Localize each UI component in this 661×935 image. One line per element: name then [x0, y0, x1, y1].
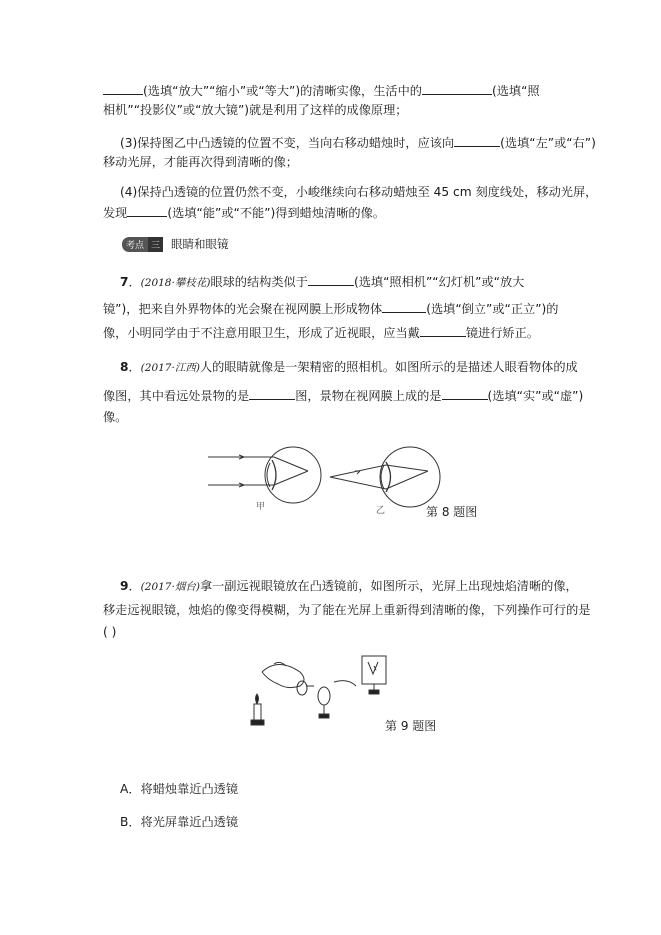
q7-line-1: 7．(2018·攀枝花)眼球的结构类似于 (选填“照相机”“幻灯机”或“放大 — [120, 275, 525, 289]
section-tag: 考点 — [122, 237, 148, 252]
question-number: 7 — [120, 275, 129, 289]
answer-bracket[interactable]: ( ) — [103, 625, 117, 639]
question-source: (2017·江西) — [140, 362, 200, 374]
q8-line-3: 像。 — [103, 410, 128, 424]
eye-diagram-a — [208, 447, 321, 503]
section-header — [122, 236, 229, 252]
q6-part-4-line-1: (4)保持凸透镜的位置仍然不变，小峻继续向右移动蜡烛至 45 cm 刻度线处，移动光屏， — [120, 185, 598, 199]
q6-part-3-line-1: (3)保持图乙中凸透镜的位置不变，当向右移动蜡烛时，应该向 (选填“左”或“右”) — [120, 136, 596, 150]
answer-blank[interactable] — [442, 387, 488, 400]
answer-blank[interactable] — [382, 300, 426, 313]
lens-apparatus-figure — [248, 652, 398, 732]
q9-line-1: 9．(2017·烟台)拿一副远视眼镜放在凸透镜前，如图所示，光屏上出现烛焰清晰的像， — [120, 579, 578, 593]
eye-diagram-b — [330, 447, 440, 507]
figure-8-caption: 第 8 题图 — [426, 505, 478, 519]
q6-line-2: 相机”“投影仪”或“放大镜”)就是利用了这样的成像原理； — [103, 103, 408, 117]
answer-blank[interactable] — [420, 324, 466, 337]
eye-figure — [208, 445, 458, 525]
light-screen — [362, 656, 386, 684]
question-source: (2018·攀枝花) — [140, 277, 211, 289]
candle — [254, 704, 261, 720]
section-title: 眼睛和眼镜 — [171, 237, 229, 251]
section-number: 三 — [148, 237, 163, 252]
question-number: 8 — [120, 360, 129, 374]
question-number: 9 — [120, 579, 129, 593]
q9-line-3 — [103, 624, 116, 640]
q6-part-3-line-2: 移动光屏，才能再次得到清晰的像； — [103, 155, 298, 169]
answer-blank[interactable] — [454, 134, 500, 147]
q8-line-2: 像图，其中看远处景物的是 图，景物在视网膜上成的是 (选填“实”或“虚”) — [103, 389, 584, 403]
glasses — [297, 681, 307, 695]
q9-line-2: 移走远视眼镜，烛焰的像变得模糊，为了能在光屏上重新得到清晰的像，下列操作可行的是 — [103, 603, 591, 617]
q6-part-4-line-2: 发现 (选填“能”或“不能”)得到蜡烛清晰的像。 — [103, 206, 385, 220]
convex-lens — [318, 687, 330, 705]
answer-blank[interactable] — [103, 82, 143, 95]
figure-9-caption: 第 9 题图 — [385, 719, 437, 733]
q7-line-3: 像，小明同学由于不注意用眼卫生，形成了近视眼，应当戴 镜进行矫正。 — [103, 326, 539, 340]
q6-line-1: (选填“放大”“缩小”或“等大”)的清晰实像，生活中的 (选填“照 — [103, 82, 540, 99]
answer-blank[interactable] — [308, 273, 354, 286]
answer-blank[interactable] — [422, 82, 492, 95]
answer-blank[interactable] — [249, 387, 295, 400]
option-b[interactable]: B．将光屏靠近凸透镜 — [120, 815, 239, 829]
q8-line-1: 8．(2017·江西)人的眼睛就像是一架精密的照相机。如图所示的是描述人眼看物体的成 — [120, 360, 578, 374]
figure-label-a: 甲 — [256, 502, 266, 512]
figure-label-b: 乙 — [376, 506, 386, 516]
option-a[interactable]: A．将蜡烛靠近凸透镜 — [120, 782, 239, 796]
q7-line-2: 镜”)，把来自外界物体的光会聚在视网膜上形成物体 (选填“倒立”或“正立”)的 — [103, 302, 559, 316]
answer-blank[interactable] — [127, 204, 167, 217]
question-source: (2017·烟台) — [140, 581, 200, 593]
